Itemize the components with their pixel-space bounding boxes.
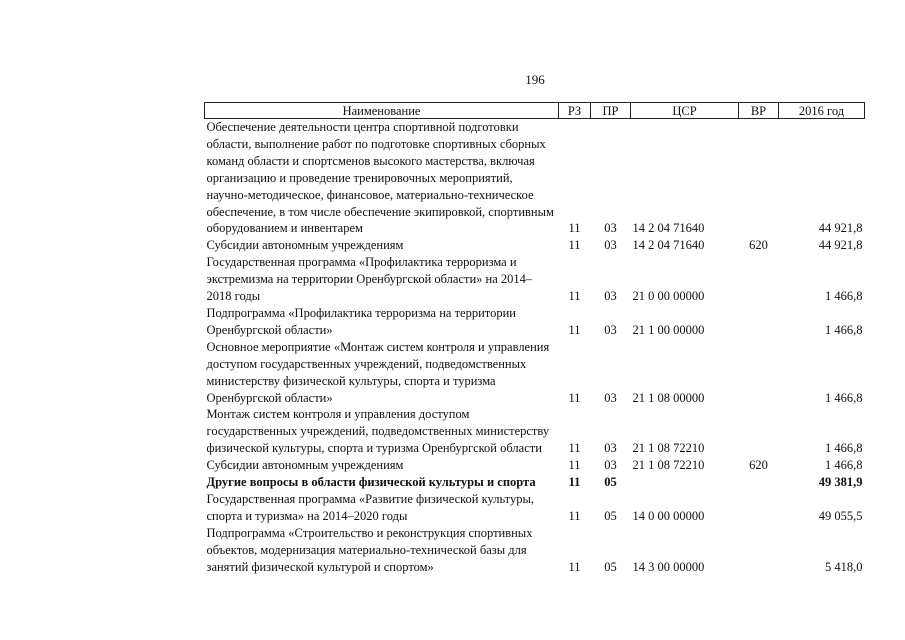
row-vr bbox=[739, 406, 779, 457]
row-rz: 11 bbox=[568, 221, 581, 236]
row-csr: 21 1 08 72210 bbox=[632, 458, 705, 473]
budget-table bbox=[204, 102, 865, 575]
table-row bbox=[205, 525, 865, 576]
row-amount: 1 466,8 bbox=[825, 458, 863, 473]
row-amount: 5 418,0 bbox=[825, 559, 863, 574]
row-name: Государственная программа «Профилактика терроризма и экстремизма на территории Оренбургской области» на 2014–2018 годы bbox=[206, 255, 533, 304]
row-rz: 11 bbox=[568, 475, 581, 490]
row-csr: 21 0 00 00000 bbox=[632, 289, 705, 304]
row-vr: 620 bbox=[749, 238, 768, 253]
header-pr: ПР bbox=[591, 103, 631, 119]
table-row-section bbox=[205, 474, 865, 491]
row-vr bbox=[739, 474, 779, 491]
row-name: Субсидии автономным учреждениям bbox=[206, 458, 404, 473]
table-row bbox=[205, 491, 865, 525]
row-name: Основное мероприятие «Монтаж систем контроля и управления доступом государственных учреждений, подведомственных министерству физической культуры, спорта и туризма Оренбургской области» bbox=[206, 339, 550, 405]
table-row bbox=[205, 457, 865, 474]
table-row bbox=[205, 339, 865, 407]
row-csr: 14 3 00 00000 bbox=[632, 559, 705, 574]
row-amount: 44 921,8 bbox=[818, 238, 863, 253]
header-vr: ВР bbox=[739, 103, 779, 119]
row-vr bbox=[739, 119, 779, 238]
row-rz: 11 bbox=[568, 508, 581, 523]
row-rz: 11 bbox=[568, 390, 581, 405]
table-row bbox=[205, 254, 865, 305]
row-pr: 05 bbox=[604, 475, 617, 490]
row-rz: 11 bbox=[568, 441, 581, 456]
row-rz: 11 bbox=[568, 238, 581, 253]
row-name: Государственная программа «Развитие физической культуры, спорта и туризма» на 2014–2020 годы bbox=[206, 491, 535, 523]
table-row bbox=[205, 119, 865, 238]
header-csr: ЦСР bbox=[631, 103, 739, 119]
page-number: 196 bbox=[525, 72, 545, 87]
table-header-row bbox=[205, 103, 865, 119]
row-csr: 14 0 00 00000 bbox=[632, 508, 705, 523]
row-vr: 620 bbox=[749, 458, 768, 473]
header-year: 2016 год bbox=[779, 103, 865, 119]
row-pr: 05 bbox=[604, 508, 617, 523]
row-vr bbox=[739, 525, 779, 576]
row-amount: 49 055,5 bbox=[818, 508, 863, 523]
row-rz: 11 bbox=[568, 458, 581, 473]
row-amount: 1 466,8 bbox=[825, 441, 863, 456]
row-rz: 11 bbox=[568, 559, 581, 574]
table-row bbox=[205, 237, 865, 254]
row-csr: 21 1 00 00000 bbox=[632, 322, 705, 337]
row-pr: 03 bbox=[604, 390, 617, 405]
row-pr: 05 bbox=[604, 559, 617, 574]
row-pr: 03 bbox=[604, 221, 617, 236]
row-vr bbox=[739, 491, 779, 525]
row-rz: 11 bbox=[568, 289, 581, 304]
row-csr: 21 1 08 00000 bbox=[632, 390, 705, 405]
row-vr bbox=[739, 254, 779, 305]
row-amount: 1 466,8 bbox=[825, 289, 863, 304]
row-amount: 49 381,9 bbox=[818, 475, 863, 490]
row-csr: 14 2 04 71640 bbox=[632, 221, 705, 236]
row-csr: 21 1 08 72210 bbox=[632, 441, 705, 456]
table-row bbox=[205, 406, 865, 457]
row-pr: 03 bbox=[604, 238, 617, 253]
row-pr: 03 bbox=[604, 458, 617, 473]
row-vr bbox=[739, 339, 779, 407]
row-amount: 1 466,8 bbox=[825, 322, 863, 337]
header-name: Наименование bbox=[205, 103, 559, 119]
header-rz: РЗ bbox=[559, 103, 591, 119]
row-csr: 14 2 04 71640 bbox=[632, 238, 705, 253]
row-pr: 03 bbox=[604, 441, 617, 456]
row-rz: 11 bbox=[568, 322, 581, 337]
row-name: Обеспечение деятельности центра спортивной подготовки области, выполнение работ по подготовке спортивных сборных команд области и спортсменов высокого мастерства, включая организацию и проведение тренировочных мероприятий, научно-методическое, финансовое, материально-техническое обеспечение, в том числе обеспечение экипировкой, спортивным оборудованием и инвентарем bbox=[206, 120, 554, 236]
table-row bbox=[205, 305, 865, 339]
row-amount: 1 466,8 bbox=[825, 390, 863, 405]
row-vr bbox=[739, 305, 779, 339]
row-name: Другие вопросы в области физической культуры и спорта bbox=[206, 475, 536, 490]
row-name: Монтаж систем контроля и управления доступом государственных учреждений, подведомственных министерству физической культуры, спорта и туризма Оренбургской области bbox=[206, 407, 550, 456]
row-name: Субсидии автономным учреждениям bbox=[206, 238, 404, 253]
row-amount: 44 921,8 bbox=[818, 221, 863, 236]
row-name: Подпрограмма «Строительство и реконструкция спортивных объектов, модернизация материально-технической базы для занятий физической культурой и спортом» bbox=[206, 525, 533, 574]
row-csr bbox=[631, 474, 739, 491]
row-pr: 03 bbox=[604, 322, 617, 337]
row-pr: 03 bbox=[604, 289, 617, 304]
row-name: Подпрограмма «Профилактика терроризма на территории Оренбургской области» bbox=[206, 305, 516, 337]
